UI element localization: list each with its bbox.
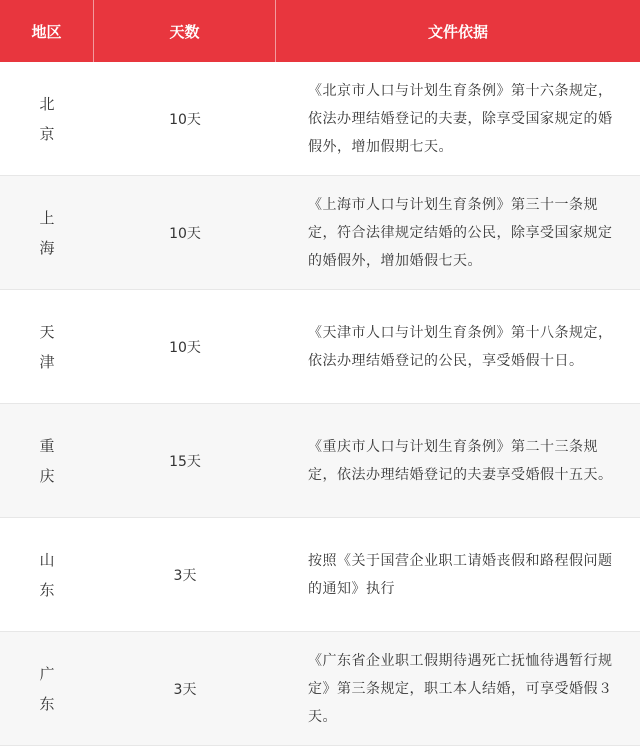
header-region: 地区 [0,0,94,62]
region-name: 天津 [39,322,55,371]
region-name: 北京 [39,94,55,143]
region-name: 重庆 [39,436,55,485]
header-days: 天数 [94,0,276,62]
basis-text: 按照《关于国营企业职工请婚丧假和路程假问题的通知》执行 [308,552,613,597]
region-cell [0,632,94,745]
region-cell [0,518,94,631]
days-cell: 3天 [173,681,197,698]
basis-cell [276,632,640,745]
region-cell [0,62,94,175]
days-cell: 10天 [169,225,201,242]
basis-text: 《广东省企业职工假期待遇死亡抚恤待遇暂行规定》第三条规定，职工本人结婚，可享受婚假３天。 [308,652,613,725]
days-cell: 15天 [169,453,201,470]
basis-cell [276,518,640,631]
basis-cell [276,62,640,175]
basis-text: 《北京市人口与计划生育条例》第十六条规定，依法办理结婚登记的夫妻，除享受国家规定的婚假外，增加假期七天。 [308,82,613,155]
basis-text: 《重庆市人口与计划生育条例》第二十三条规定，依法办理结婚登记的夫妻享受婚假十五天。 [308,438,613,483]
region-name: 上海 [39,208,55,257]
days-cell: 10天 [169,339,201,356]
days-cell: 3天 [173,567,197,584]
basis-text: 《天津市人口与计划生育条例》第十八条规定，依法办理结婚登记的公民，享受婚假十日。 [308,324,613,369]
region-cell [0,290,94,403]
table-body [0,62,640,746]
table-row [0,62,640,176]
region-cell [0,176,94,289]
basis-cell [276,290,640,403]
region-name: 山东 [39,550,55,599]
table-row [0,404,640,518]
region-name: 广东 [39,664,55,713]
table-row [0,518,640,632]
basis-cell [276,176,640,289]
region-cell [0,404,94,517]
table-row [0,290,640,404]
basis-cell [276,404,640,517]
basis-text: 《上海市人口与计划生育条例》第三十一条规定，符合法律规定结婚的公民，除享受国家规定的婚假外，增加婚假七天。 [308,196,613,269]
table-row [0,632,640,746]
header-basis: 文件依据 [427,22,488,41]
days-cell: 10天 [169,111,201,128]
table-header [0,0,640,62]
table-row [0,176,640,290]
